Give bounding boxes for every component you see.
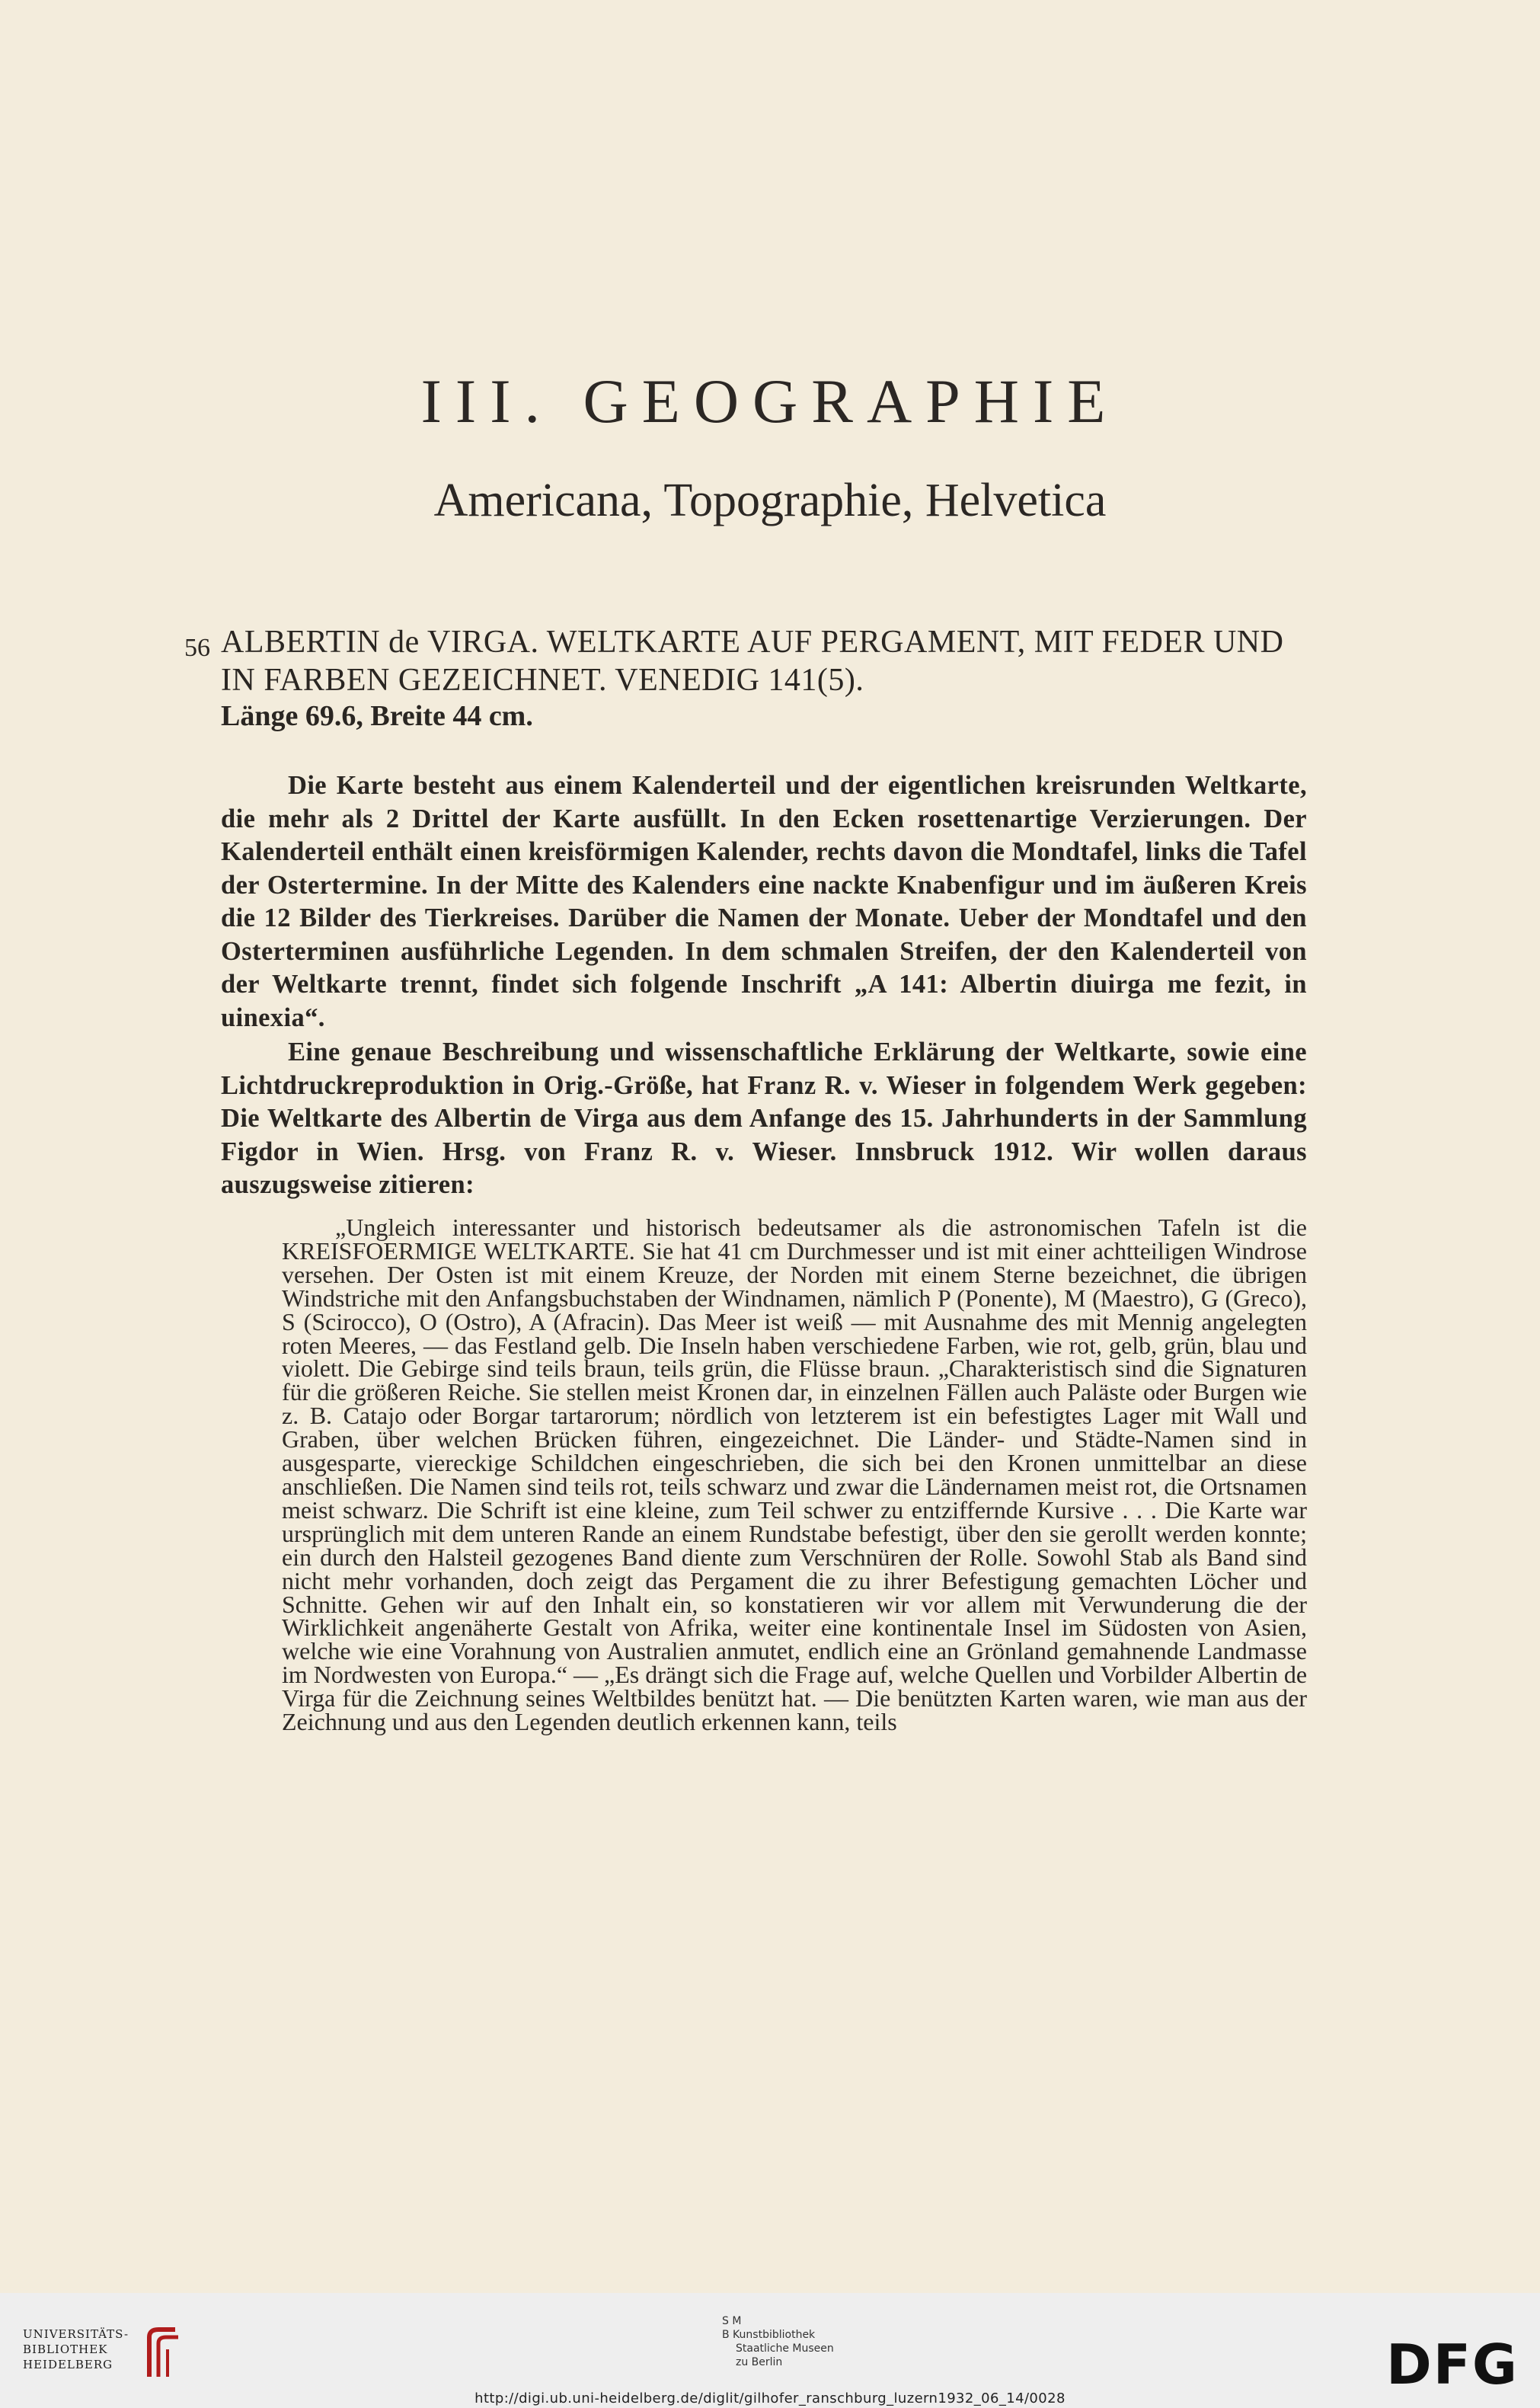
description-paragraph: Die Karte besteht aus einem Kalenderteil und der eigentlichen kreisrunden Weltkarte, die mehr als 2 Drittel der Karte ausfüllt. In den Ecken rosettenartige Verzierungen. Der Kalenderteil enthält einen kreisförmigen Kalender, rechts davon die Mondtafel, links die Tafel der Ostertermine. In der Mitte des Kalenders eine nackte Knabenfigur und im äußeren Kreis die 12 Bilder des Tierkreises. Darüber die Namen der Monate. Ueber der Mondtafel und den Osterterminen ausführliche Legenden. In dem schmalen Streifen, der den Kalenderteil von der Weltkarte trennt, findet sich folgende Inschrift „A 141: Albertin diuirga me fezit, in uinexia“.: [221, 771, 1307, 1032]
dfg-logo[interactable]: DFG: [1385, 2333, 1519, 2397]
sm-line-3: Staatliche Museen: [736, 2342, 834, 2355]
sm-line-2: B Kunstbibliothek: [722, 2329, 816, 2341]
permalink-url[interactable]: http://digi.ub.uni-heidelberg.de/diglit/gilhofer_ranschburg_luzern1932_06_14/0028: [474, 2390, 1066, 2406]
kunstbibliothek-logo[interactable]: [722, 2314, 834, 2369]
reference-paragraph: Eine genaue Beschreibung und wissenschaftliche Erklärung der Weltkarte, sowie eine Lichtdruckreproduktion in Orig.-Größe, hat Franz R. v. Wieser in folgendem Werk gegeben: Die Weltkarte des Albertin de Virga aus dem Anfange des 15. Jahrhunderts in der Sammlung Figdor in Wien. Hrsg. von Franz R. v. Wieser. Innsbruck 1912. Wir wollen daraus auszugsweise zitieren:: [221, 1038, 1307, 1199]
sm-line-1: S M: [722, 2315, 742, 2327]
sm-line-4: zu Berlin: [736, 2356, 783, 2368]
chapter-subtitle: Americana, Topographie, Helvetica: [433, 475, 1107, 526]
digitization-footer: [0, 2293, 1540, 2408]
university-line-2: BIBLIOTHEK: [23, 2342, 108, 2356]
chapter-title: III. GEOGRAPHIE: [420, 366, 1120, 436]
entry-number: 56: [184, 634, 210, 662]
university-line-1: UNIVERSITÄTS-: [23, 2327, 129, 2341]
quoted-text: „Ungleich interessanter und historisch bedeutsamer als die astronomischen Tafeln ist die KREISFOERMIGE WELTKARTE. Sie hat 41 cm Durchmesser und ist mit einer achtteiligen Windrose versehen. Der Osten ist mit einem Kreuze, der Norden mit einem Sterne bezeichnet, die übrigen Windstriche mit den Anfangsbuchstaben der Windnamen, nämlich P (Ponente), M (Maestro), G (Greco), S (Scirocco), O (Ostro), A (Afracin). Das Meer ist weiß — mit Ausnahme des mit Mennig angelegten roten Meeres, — das Festland gelb. Die Inseln haben verschiedene Farben, wie rot, gelb, grün, blau und violett. Die Gebirge sind teils braun, teils grün, die Flüsse braun. „Charakteristisch sind die Signaturen für die größeren Reiche. Sie stellen meist Kronen dar, in einzelnen Fällen auch Paläste oder Burgen wie z. B. Catajo oder Borgar tartarorum; nördlich von letzterem ist ein befestigtes Lager mit Wall und Graben, über welchen Brücken führen, eingezeichnet. Die Länder- und Städte-Namen sind in ausgesparte, viereckige Schildchen eingeschrieben, die sich bei den Kronen unmittelbar an diese anschließen. Die Namen sind teils rot, teils schwarz und zwar die Ländernamen meist rot, die Ortsnamen meist schwarz. Die Schrift ist eine kleine, zum Teil schwer zu entziffernde Kursive . . . Die Karte war ursprünglich mit dem unteren Rande an einem Rundstabe befestigt, über den sie gerollt werden konnte; ein durch den Halsteil gezogenes Band diente zum Verschnüren der Rolle. Sowohl Stab als Band sind nicht mehr vorhanden, doch zeigt das Pergament die zu ihrer Befestigung gemachten Löcher und Schnitte. Gehen wir auf den Inhalt ein, so konstatieren wir vor allem mit Verwunderung die der Wirklichkeit angenäherte Gestalt von Afrika, weiter eine kontinentale Insel im Südosten von Asien, welche wie eine Vorahnung von Australien anmutet, endlich eine an Grönland gemahnende Landmasse im Nordwesten von Europa.“ — „Es drängt sich die Frage auf, welche Quellen und Vorbilder Albertin de Virga für die Zeichnung seines Weltbildes benützt hat. — Die benützten Karten waren, wie man aus der Zeichnung und aus den Legenden deutlich erkennen kann, teils: [282, 1214, 1308, 1736]
university-line-3: HEIDELBERG: [23, 2358, 113, 2371]
entry-heading: ALBERTIN de VIRGA. WELTKARTE AUF PERGAMENT, MIT FEDER UND IN FARBEN GEZEICHNET. VENEDIG 141(5).: [221, 625, 1284, 698]
university-emblem-icon: [142, 2323, 183, 2384]
entry-dimensions: Länge 69.6, Breite 44 cm.: [221, 700, 533, 732]
